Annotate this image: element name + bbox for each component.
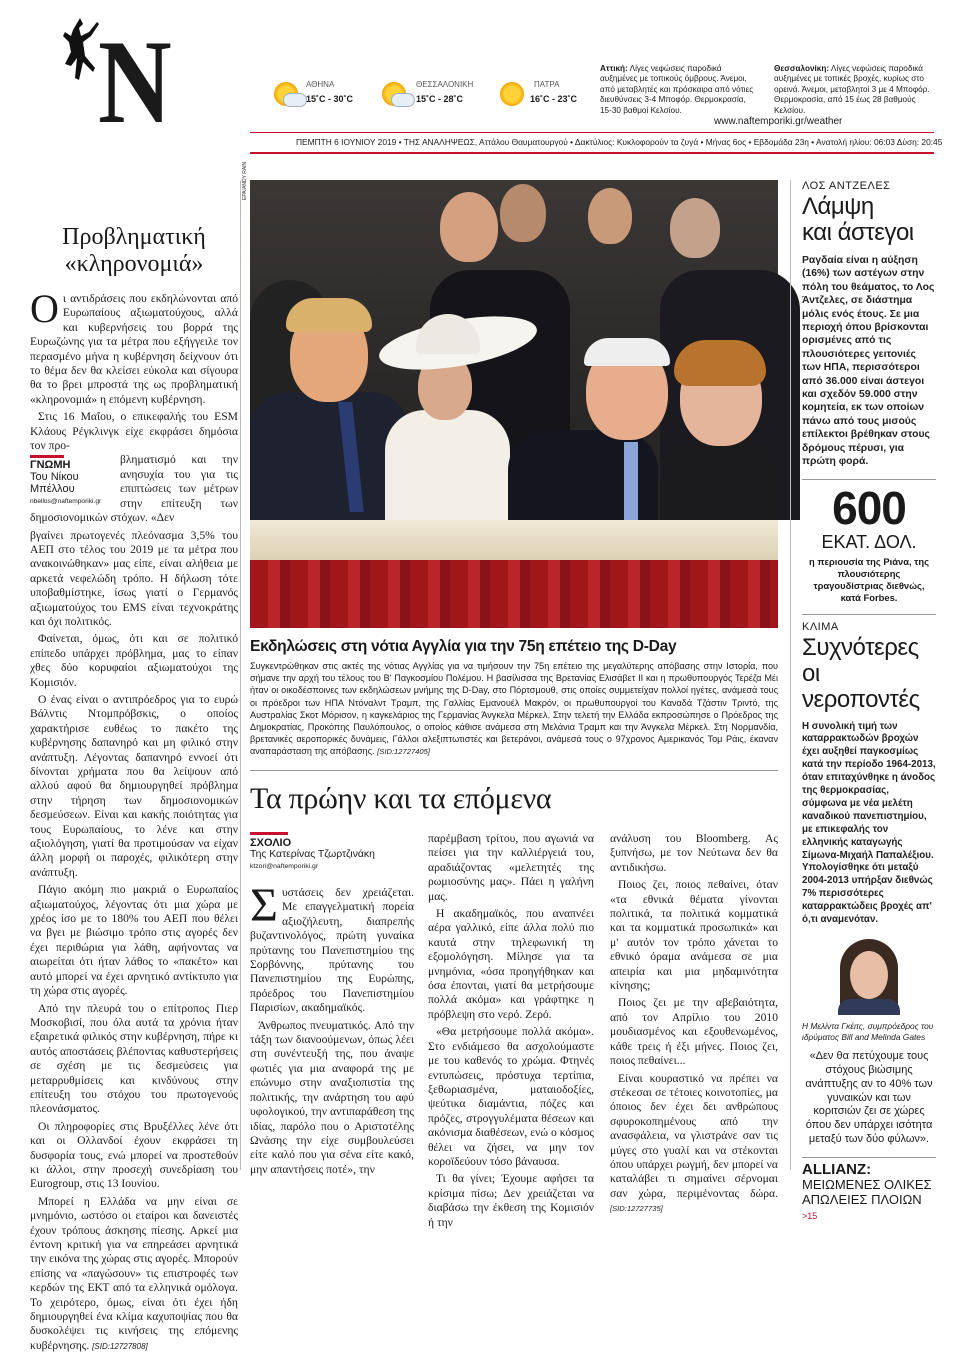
weather-attica: Αττική: Λίγες νεφώσεις παροδικά αυξημένες με τοπικούς όμβρους. Άνεμοι, από μεταβλητές και πρόσκαιρα από νότιες διευθύνσεις 3-4 Μποφόρ. Θερμοκρασία, 15-30 βαθμοί Κελσίου. [600, 64, 754, 115]
allianz-teaser[interactable]: ALLIANZ: ΜΕΙΩΜΕΝΕΣ ΟΛΙΚΕΣ ΑΠΩΛΕΙΕΣ ΠΛΟΙΩΝ >15 [802, 1160, 932, 1221]
dateline-rule-top [250, 132, 934, 133]
hermes-logo-icon [58, 14, 102, 94]
comment-rule [250, 770, 778, 771]
sun-cloud-icon [382, 82, 406, 106]
comment-column-1 [250, 832, 414, 1180]
opinion-paragraph: ι αντιδράσεις που εκδηλώνονται από Ευρωπαίους αξιωματούχους, αλλά και κυβερνήσεις του βορρά της Ευρωζώνης για τα μέτρα που εξήγγειλε τον περασμένο μήνα η κυβέρνηση δείχνουν ότι το θέμα δεν θα κλείσει εύκολα και σίγουρα θα το βρει μπροστά της ως προβληματική «κληρονομιά» η επόμενη κυβέρνηση. [30, 292, 238, 406]
opinion-dropcap: Ο [30, 286, 59, 331]
opinion-paragraph: Ο ένας είναι ο αντιπρόεδρος για το ευρώ Βάλντις Ντομπρόβσκις, ο οποίος χαρακτήρισε ευθέως το πακέτο της κυβέρνησης δαπανηρό και μη φιλικό στην ανάπτυξη. Λέγοντας δαπανηρό εννοεί ότι δίνονται χρήματα που θα λείψουν από αλλού αφού θα δημιουργηθεί πρόβλημα στην τήρηση των δημοσιονομικών δεσμεύσεων. Είναι και κακής ποιότητας για τους Ευρωπαίους, το λένε και στην αξιολόγηση, γιατί θα προτιμούσαν να είχαν άλλη μορφή οι παροχές, φιλικότερη στην ανάπτυξη. [30, 692, 238, 879]
opinion-article [30, 180, 238, 1352]
comment-paragraph: παρέμβαση τρίτου, που αγωνιά να πείσει για την καλλιέργειά του, αραδιάζοντας «μελετητές της ρωμιοσύνης μας». Πάει η γαλήνη μας. [428, 832, 594, 903]
dateline: ΠΕΜΠΤΗ 6 ΙΟΥΝΙΟΥ 2019 • ΤΗΣ ΑΝΑΛΗΨΕΩΣ, Αττάλου Θαυματουργού • Δακτύλιος: Κυκλοφορούν τα ζυγά • Μήνας 6ος • Εβδομάδα 23η • Ανατολή ηλίου: 06:03 Δύση: 20:45 [296, 137, 943, 147]
comment-email[interactable]: ktzori@naftemporiki.gr [250, 863, 319, 870]
climate-kicker: ΚΛΙΜΑ [802, 620, 839, 633]
comment-paragraph: Είναι κουραστικό να πρέπει να στέκεσαι σε τέτοιες κοινοτοπίες, μα όποιος δεν έχει δει ανθρώπους σφυροκοπημένους από την ανασφάλεια, να γλιστράνε σαν τις μύγες στο γυαλί και να στέκονται όπου υπάρχει ρωγμή, δεν μπορεί να καταλάβει τι σημαίνει σέρνομαι σαν χώρα, περιμένοντας δώρα. [SID:12727735] [610, 1071, 778, 1214]
opinion-byline: ΓΝΩΜΗ Του Νίκου Μπέλλου nbellos@naftemporiki.gr [30, 455, 114, 505]
comment-column-3 [610, 832, 778, 1220]
photo-caption: Συγκεντρώθηκαν στις ακτές της νότιας Αγγλίας για να τιμήσουν την 75η επέτειο της μεγαλύτερης απόβασης στην Ιστορία, που σήμανε την αρχή του τέλους του Β' Παγκοσμίου Πολέμου. Η βασίλισσα της Βρετανίας Ελισάβετ ΙΙ και η πρωθυπουργός Τερέζα Μέι ήταν οι οικοδέσποινες των εκδηλώσεων μνήμης της D-Day, στο Πόρτσμουθ, στις οποίες συμμετείχαν πολλοί ηγέτες, ανάμεσά τους οι πρόεδροι των ΗΠΑ Ντόναλντ Τραμπ, της Γαλλίας Εμανουέλ Μακρόν, οι πρωθυπουργοί του Καναδά Τζάστιν Τριντό, της Αυστραλίας Σκοτ Μόρισον, η καγκελάριος της Γερμανίας Άνγκελα Μέρκελ. Στην τελετή την Ελλάδα εκπροσώπησε ο Πρόεδρος της Δημοκρατίας, Προκόπης Παυλόπουλος, ο οποίος κάθισε ανάμεσα στη Μελάνια Τραμπ και την Άνγκελα Μέρκελ. Στη Νορμανδία, βρετανικές αεροπορικές δυνάμεις, Γάλλοι αλεξιπτωτιστές και βετεράνοι, ανάμεσά τους ο 97χρονος Αμερικανός Τομ Ράις, έκαναν αναπαράσταση της απόβασης. [SID:12727405] [250, 661, 778, 757]
weather-thessaloniki: Θεσσαλονίκη: Λίγες νεφώσεις παροδικά αυξημένες με τοπικές βροχές, κυρίως στο ορεινά. Άνεμοι, μεταβλητοί 3 με 4 Μποφόρ. Θερμοκρασία, από 15 έως 28 βαθμούς Κελσίου. [774, 64, 930, 115]
comment-paragraph: Τι θα γίνει; Έχουμε αφήσει τα κρίσιμα πίσω; Δεν χρειάζεται να διαβάσω την έκθεση της Κομισιόν ή την [428, 1172, 594, 1229]
comment-paragraph: υστάσεις δεν χρειάζεται. Με επαγγελματική πορεία αξιοζήλευτη, διαπρεπής βυζαντινολόγος, πρώτη γυναίκα πρύτανης του Πανεπιστημίου της Σορβόννης, πρύτανης του Πανεπιστημίου της Ευρώπης, πρόεδρος του Πανεπιστημίου Παρισίων, ακαδημαϊκός. [250, 886, 414, 1015]
weather-strip: ΑΘΗΝΑ 15˚C - 30˚C ΘΕΣΣΑΛΟΝΙΚΗ 15˚C - 28˚C ΠΑΤΡΑ 16˚C - 23˚C [268, 76, 598, 112]
photo-headline: Εκδηλώσεις στη νότια Αγγλία για την 75η επέτειο της D-Day [250, 638, 677, 655]
masthead-letter: N [98, 15, 170, 148]
opinion-tag-rule [30, 455, 64, 458]
opinion-sid: [SID:12727808] [92, 1341, 148, 1351]
la-kicker: ΛΟΣ ΑΝΤΖΕΛΕΣ [802, 180, 891, 192]
comment-paragraph: Η ακαδημαϊκός, που αναπνέει αέρα γαλλικό, είπε άλλα πολύ πιο καυτά στην τηλεφωνική τη εξομολόγηση. Μίλησε για τα μνημόνια, «όσα προηγήθηκαν και όσα έπονται, γιατί θα μετρήσουμε πολλά ακόμα» και γράφτηκε η πρόβλεψη στο νερό. Ζερό. [428, 907, 594, 1021]
opinion-paragraph: βληματισμό και την ανησυχία του για τις επιπτώσεις των μέτρων στην επίτευξη των δημοσιονομικών στόχων. «Δεν [30, 453, 238, 525]
opinion-paragraph: βγαίνει πρωτογενές πλεόνασμα 3,5% του ΑΕΠ στο τέλος του 2019 με τα μέτρα που ανακοινώθηκαν» μας είπε, είναι αλήθεια με αρκετά νεφελώδη τρόπο. Η δήλωση τότε υποβαθμίστηκε, ίσως γιατί ο Γερμανός αξιωματούχος του EMS είναι τεχνοκράτης και όχι πολιτικός. [30, 528, 238, 628]
climate-text: Η συνολική τιμή των καταρρακτωδών βροχών έχει αυξηθεί παγκοσμίως κατά την περίοδο 1964-2013, όταν επιταχύνθηκε η άνοδος της θερμοκρασίας, σύμφωνα με νέα μελέτη καναδικού πανεπιστημίου, με επικεφαλής τον ελληνικής καταγωγής Σίμωνα-Μιχαήλ Παπαλέξιου. Υπολογίσθηκε ότι μεταξύ 2004-2013 υπήρξαν διεθνώς 7% περισσότερες καταρρακτώδεις βροχές απ' ό,τι αναμενόταν. [802, 720, 936, 926]
quote: «Δεν θα πετύχουμε τους στόχους βιώσιμης ανάπτυξης αν το 40% των γυναικών και των κοριτσιών ζει σε χώρες όπου δεν υπάρχει ισότητα μεταξύ των δύο φύλων». [805, 1050, 933, 1145]
climate-title: Συχνότερες οι νεροποντές [802, 633, 920, 713]
news-photo [242, 161, 778, 628]
comment-author: Της Κατερίνας Τζωρτζινάκη [250, 849, 375, 860]
opinion-tag: ΓΝΩΜΗ [30, 459, 71, 472]
comment-tag: ΣΧΟΛΙΟ [250, 837, 292, 849]
la-title: Λάμψη και άστεγοι [802, 193, 914, 246]
comment-paragraph: Ποιος ζει, ποιος πεθαίνει, όταν «τα εθνικά θέματα γίνονται πολιτικά, τα πολιτικά κομματικά και τα κομματικά προσωπικά» και μ' αυτόν τον τρόπο χάνεται το εθνικό όραμα ανάμεσα σε μια απειρία και μια μηδαμινότητα κίνησης; [610, 878, 778, 993]
comment-dropcap: Σ [250, 879, 278, 932]
comment-paragraph: ανάλυση του Bloomberg. Ας ξυπνήσω, με τον Νεύτωνα δεν θα αντιδικήσω. [610, 832, 778, 874]
dateline-rule-bottom [250, 152, 934, 154]
opinion-paragraph: Πάγιο ακόμη πιο μακριά ο Ευρωπαίος αξιωματούχος, λέγοντας ότι μια χώρα με χρέος ίσο με το 180% του ΑΕΠ που θέλει να βγει με βιώσιμο τρόπο στις αγορές δεν έχει περιθώρια για λάθη, αφήνοντας να αιωρείται ότι ήταν λάθος το «πακέτο» και αυτό μπορεί να έχει αρνητικό αντίκτυπο για τη χώρα στις αγορές. [30, 883, 238, 998]
opinion-email[interactable]: nbellos@naftemporiki.gr [30, 498, 102, 506]
opinion-paragraph: Από την πλευρά του ο επίτροπος Πιερ Μοσκοβισί, που όλα αυτά τα χρόνια ήταν εξαιρετικά φιλικός στην κυβέρνηση, πήρε κι αυτός αποστάσεις βλέποντας καθυστερήσεις σε σχέση με τις δεσμεύσεις για μεταρρυθμίσεις και κινδύνους στην επίτευξη του στόχου του πρωτογενούς πλεονάσματος. [30, 1001, 238, 1116]
comment-title: Τα πρώην και τα επόμενα [250, 782, 552, 815]
comment-paragraph: «Θα μετρήσουμε πολλά ακόμα». Στο ενδιάμεσο θα ασχολούμαστε με του καθενός το χρώμα. Φτηνές εντυπώσεις, πρόστυχα τερτίπια, ξεθωριασμένα, ματαιοδοξίες, ψεύτικα διαμάντια, πόζες και πρόζες, στρογγυλέματα θέσεων και ακόνισμα διαθέσεων, ενώ ο κόσμος θέλει να ζήσει, να μην τον κοροϊδεύουν τόσο βάναυσα. [428, 1025, 594, 1168]
photo-credit: EPA/ANDY RAIN [242, 161, 248, 200]
sidebar [802, 180, 936, 1224]
stat-unit: ΕΚΑΤ. ΔΟΛ. [821, 531, 917, 552]
comment-paragraph: Ποιος ζει με την αβεβαιότητα, από τον Απρίλιο του 2010 μουδιασμένος και εξουθενωμένος, κάθε τρεις ή έξι μήνες. Ποιος ζει, ποιος πεθαίνει... [610, 996, 778, 1068]
opinion-title: Προβληματική «κληρονομιά» [62, 224, 206, 277]
sun-cloud-icon [274, 82, 298, 106]
column-divider [240, 180, 241, 1170]
sidebar-divider [790, 180, 791, 1170]
allianz-rule [802, 1157, 936, 1158]
stat-number: 600 [832, 481, 906, 534]
opinion-paragraph: Οι πληροφορίες στις Βρυξέλλες λένε ότι και οι Ολλανδοί έχουν εκφράσει τη δυσφορία τους, ενώ μπορεί να προστεθούν κι άλλοι, στην προσεχή συνεδρίαση του Eurogroup, στις 13 Ιουνίου. [30, 1119, 238, 1191]
page-reference[interactable]: >15 [802, 1210, 818, 1221]
la-text: Ραγδαία είναι η αύξηση (16%) των αστέγων στην πόλη του θεάματος, το Λος Άντζελες, σε διάστημα μόλις ενός έτους. Σε μια περιοχή όπου βρίσκονται ορισμένες από τις πλουσιότερες γειτονιές των ΗΠΑ, περισσότεροι από 36.000 είναι άστεγοι και σχεδόν 59.000 στην κομητεία, εκ των οποίων πάνω από τους μισούς επίλεκτοι βρέθηκαν στους δρόμους πέρυσι, για πρώτη φορά. [802, 255, 935, 468]
opinion-paragraph: Μπορεί η Ελλάδα να μην είναι σε μνημόνιο, ωστόσο οι εταίροι και δανειστές έχουν τρόπους άσκησης πίεσης. Αρκεί μια έντονη κριτική για να επηρεάσει αρνητικά την εικόνα της χώρας στις αγορές. Μπορούν επίσης να «παγώσουν» τις επιστροφές των κερδών της ΕΚΤ από τα ελληνικά ομόλογα. Το χειρότερο, όμως, είναι ότι έχει ήδη δημιουργηθεί ένα κλίμα καχυποψίας που θα δυσκολέψει τις κινήσεις της επόμενης κυβέρνησης. [SID:12727808] [30, 1194, 238, 1352]
comment-tag-rule [250, 832, 288, 835]
sun-icon [500, 82, 524, 106]
masthead [40, 8, 180, 178]
opinion-paragraph: Στις 16 Μαΐου, ο επικεφαλής του ESM Κλάους Ρέγκλινγκ είχε εκφράσει δημόσια τον προ- [30, 410, 238, 453]
portrait [834, 939, 904, 1015]
stat-rule [802, 479, 936, 480]
weather-link[interactable]: www.naftemporiki.gr/weather [714, 116, 843, 127]
comment-paragraph: Άνθρωπος πνευματικός. Από την τάξη των διανοούμενων, όπως λέει στη συνέντευξή της, που άναψε φωτιές για μια αναφορά της με επώνυμο στην αναξιοπιστία της πολιτικής, την ανάρτηση του αφύ υφολογικού, την αντιπαράθεση της ιδίας, παρόλο που ο Αριστοτέλης Ωνάσης την είχε συμβουλεύσει είτε καλό που για σένα είτε κακό, μην απαντήσεις ποτέ», την [250, 1018, 414, 1176]
opinion-paragraph: Φαίνεται, όμως, ότι και σε πολιτικό επίπεδο υπάρχει πρόβλημα, μας το είπαν χθες δύο κορυφαίοι αξιωματούχοι της Κομισιόν. [30, 632, 238, 689]
comment-column-2 [428, 832, 594, 1233]
climate-rule [802, 614, 936, 615]
stat-caption: η περιουσία της Ριάνα, της πλουσιότερης τραγουδίστριας διεθνώς, κατά Forbes. [809, 555, 929, 603]
portrait-caption: Η Μελίντα Γκέιτς, συμπρόεδρος του ιδρύματος Bill and Melinda Gates [802, 1021, 934, 1042]
